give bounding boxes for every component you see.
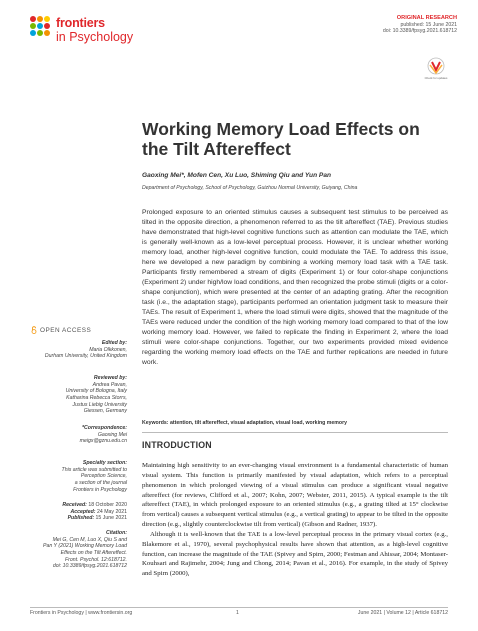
keywords-divider [142,432,448,433]
journal-subtitle: in Psychology [56,30,134,44]
affiliation: Department of Psychology, School of Psychology, Guizhou Normal University, Guiyang, China [142,185,358,191]
article-type: ORIGINAL RESEARCH [396,15,457,21]
citation-line-1: Mei G, Cen M, Luo X, Qiu S and [52,536,127,543]
reviewed-by-block [66,375,127,415]
specialty-label: Specialty section: [82,460,127,466]
frontiers-logo-icon [28,14,52,38]
specialty-line-2: Perception Science, [80,473,127,480]
doi-link[interactable]: doi: 10.3389/fpsyg.2021.618712 [382,28,457,35]
footer-issue-info: June 2021 | Volume 12 | Article 618712 [357,610,448,616]
edited-by-block [45,340,127,360]
reviewed-by-label: Reviewed by: [93,375,127,381]
citation-line-4: Front. Psychol. 12:618712. [65,556,127,563]
editor-name[interactable]: Maria Olkkonen, [89,346,127,353]
reviewer-2-affiliation: Justus Liebig University [72,401,127,408]
specialty-line-4: Frontiers in Psychology [73,486,127,493]
correspondence-label: *Correspondence: [82,425,127,431]
reviewer-1-affiliation: University of Bologna, Italy [65,388,127,395]
received-label: Received: [62,502,87,508]
check-for-updates-icon[interactable] [426,57,446,85]
open-access-text: OPEN ACCESS [40,326,92,334]
published-date: published: 15 June 2021 [400,21,457,28]
article-meta-header [383,15,457,35]
published-label: Published: [67,515,95,522]
open-access-label [31,326,91,334]
section-heading-introduction: INTRODUCTION [142,440,212,450]
editor-affiliation: Durham University, United Kingdom [44,353,127,360]
reviewer-2-affiliation-2: Giessen, Germany [83,408,127,415]
svg-text:Check for updates: Check for updates [424,76,448,80]
dates-block [62,502,127,522]
published-date-sidebar: 15 June 2021 [95,515,127,522]
specialty-section-block [62,460,127,493]
journal-brand[interactable]: frontiers [56,16,105,30]
correspondence-block [80,425,127,445]
footer-journal-link[interactable]: Frontiers in Psychology | www.frontiersin.org [30,610,133,616]
reviewer-1-name[interactable]: Andrea Pavan, [92,381,127,388]
author-list[interactable]: Gaoxing Mei*, Mofen Cen, Xu Luo, Shiming Qiu and Yun Pan [142,172,332,179]
correspondence-name: Gaoxing Mei [97,431,127,438]
intro-paragraph-2: Although it is well-known that the TAE is a low-level perceptual process in the primary visual cortex (e.g., Blakemore et al., 1970), several psychophysical results have shown that attention, as a high-level cognitive function, can increase the magnitude of the TAE (Spivey and Spirn, 2000; Festman and Ahissar, 2004; Montaser-Kouhsari and Rajimehr, 2004; Jung and Chong, 2014; Pavan et al., 2016). For example, in the study of Spivey and Spirn (2000), [142,530,448,578]
keywords-line [142,420,448,426]
introduction-body [142,461,448,579]
article-title: Working Memory Load Effects on the Tilt Aftereffect [142,119,420,159]
reviewer-2-name[interactable]: Katharina Rebecca Storrs, [66,394,127,401]
page-number: 1 [236,610,239,616]
citation-doi[interactable]: doi: 10.3389/fpsyg.2021.618712 [52,563,127,570]
received-date: 18 October 2020 [88,502,127,508]
specialty-line-1: This article was submitted to [61,466,127,473]
specialty-line-3: a section of the journal [74,479,127,486]
citation-label: Citation: [105,530,127,536]
footer-divider [30,607,448,608]
accepted-label: Accepted: [70,508,96,515]
citation-block [43,530,127,570]
keywords-label: Keywords: [142,420,169,426]
accepted-date: 24 May 2021 [97,508,127,515]
open-lock-icon [31,326,37,334]
abstract-text: Prolonged exposure to an oriented stimulus causes a subsequent test stimulus to be perceived as tilted in the opposite direction, a phenomenon referred to as the tilt aftereffect (TAE). Previous studies have demonstrated that high-level cognitive functions such as attention can modulate the TAE, which is generally well-known as a low-level perceptual process. However, it is unclear whether working memory load, another high-level cognitive function, could modulate the TAE. To address this issue, here we developed a new paradigm by combining a working memory load task with a TAE task. Participants firstly remembered a stream of digits (Experiment 1) or four color-shape conjunctions (Experiment 2) under high/low load conditions, and then recognized the probe stimuli (digits or a color-shape conjunction), which were presented at the center of an adapting grating. After the recognition task (i.e., the adaptation stage), participants performed an orientation judgment task to measure their TAEs. The result of Experiment 1, where the load stimuli were digits, showed that the magnitude of the TAEs were reduced under the condition of the high working memory load compared to that of the low working memory load. However, we failed to replicate the finding in Experiment 2, where the load stimuli were color-shape conjunctions. Together, our two experiments provided mixed evidence regarding the working memory load effects on the TAE and further replications are needed in future work. [142,209,448,366]
edited-by-label: Edited by: [101,340,127,346]
correspondence-email[interactable]: meigx@gznu.edu.cn [79,438,127,445]
intro-paragraph-1: Maintaining high sensitivity to an ever-changing visual environment is a fundamental characteristic of human visual system. This function is primarily manifested by visual adaptation, which refers to a perceptual phenomenon in which prolonged viewing of a visual stimulus can produce a significant visual negative aftereffect (for reviews, Clifford et al., 2007; Kohn, 2007; Webster, 2011, 2015). A typical example is the tilt aftereffect (TAE), in which prolonged exposure to an oriented stimulus (e.g., a grating tilted at 15° clockwise from vertical) causes a subsequent vertical stimulus (e.g., a vertical grating) to appear to be tilted in the opposite direction (e.g., slightly counterclockwise tilt from vertical) (Gibson and Radner, 1937). [142,462,448,529]
keywords-values: attention, tilt aftereffect, visual adaptation, visual load, working memory [169,420,347,426]
citation-line-3: Effects on the Tilt Aftereffect. [60,549,127,556]
citation-line-2: Pan Y (2021) Working Memory Load [42,543,127,550]
